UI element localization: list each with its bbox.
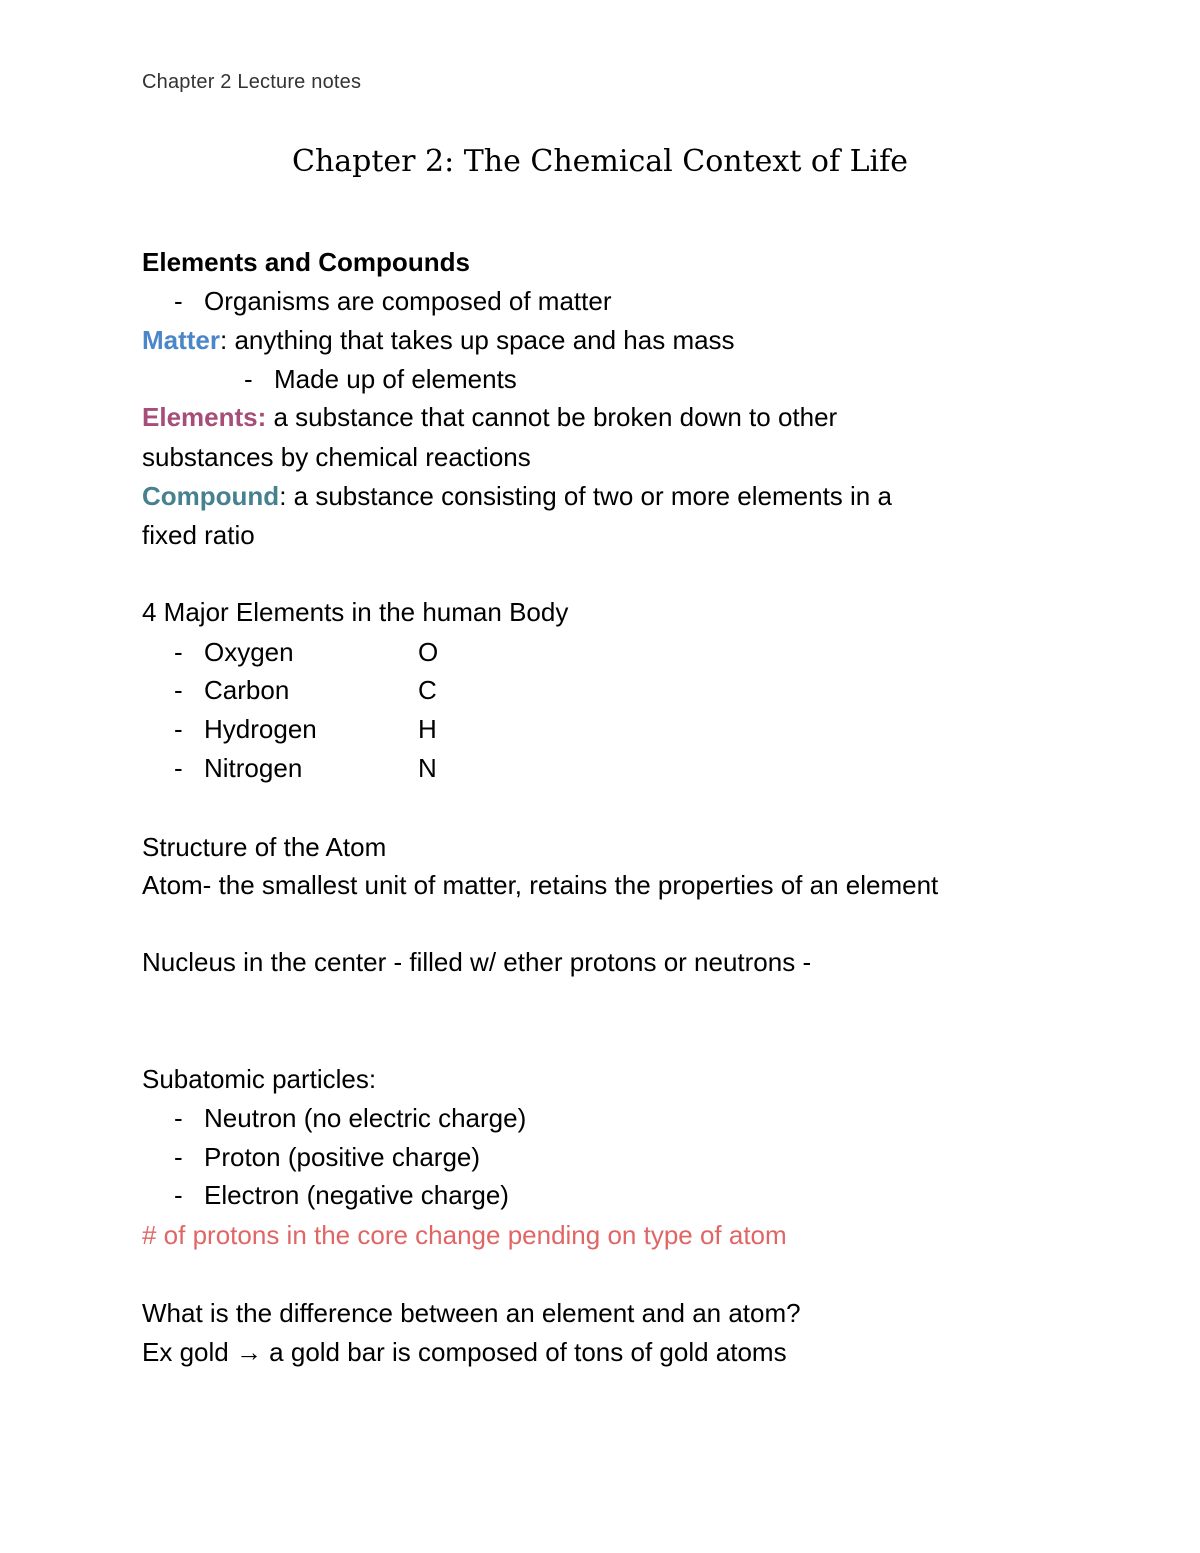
dash-marker: -	[174, 675, 183, 705]
dash-marker: -	[244, 364, 253, 394]
element-name: Carbon	[204, 675, 290, 705]
section-heading-atom-structure: Structure of the Atom	[142, 832, 387, 862]
section-heading-elements-compounds: Elements and Compounds	[142, 247, 470, 277]
element-symbol: O	[418, 637, 439, 667]
element-row	[174, 636, 438, 668]
element-name: Nitrogen	[204, 753, 303, 783]
atom-definition: Atom- the smallest unit of matter, retains the properties of an element	[142, 870, 939, 900]
particle-item	[174, 1141, 480, 1173]
definition-elements-line1	[142, 401, 837, 433]
dash-marker: -	[174, 714, 183, 744]
particle-text: Neutron (no electric charge)	[204, 1103, 527, 1133]
page-header: Chapter 2 Lecture notes	[142, 71, 362, 93]
bullet-text: Made up of elements	[274, 364, 517, 394]
definition-matter	[142, 324, 735, 356]
matter-definition: : anything that takes up space and has mass	[220, 325, 735, 355]
element-row	[174, 713, 437, 745]
definition-compound-line2: fixed ratio	[142, 520, 255, 550]
particle-item	[174, 1102, 526, 1134]
document-title: Chapter 2: The Chemical Context of Life	[291, 144, 909, 179]
element-row	[174, 674, 437, 706]
term-compound: Compound	[142, 481, 280, 511]
particle-text: Proton (positive charge)	[204, 1142, 481, 1172]
dash-marker: -	[174, 1142, 183, 1172]
term-elements: Elements:	[142, 402, 267, 432]
gold-example: Ex gold → a gold bar is composed of tons of gold atoms	[142, 1337, 787, 1367]
element-symbol: N	[418, 753, 437, 783]
definition-compound-line1	[142, 480, 892, 512]
element-name: Oxygen	[204, 637, 294, 667]
element-symbol: H	[418, 714, 437, 744]
bullet-organisms	[174, 285, 612, 317]
elements-definition: a substance that cannot be broken down to other	[266, 402, 838, 432]
section-heading-major-elements: 4 Major Elements in the human Body	[142, 597, 569, 627]
definition-elements-line2: substances by chemical reactions	[142, 442, 531, 472]
dash-marker: -	[174, 1180, 183, 1210]
dash-marker: -	[174, 1103, 183, 1133]
element-row	[174, 752, 437, 784]
dash-marker: -	[174, 637, 183, 667]
bullet-made-up-of-elements	[244, 363, 517, 395]
section-heading-subatomic: Subatomic particles:	[142, 1064, 377, 1094]
particle-item	[174, 1179, 509, 1211]
element-name: Hydrogen	[204, 714, 317, 744]
particle-text: Electron (negative charge)	[204, 1180, 509, 1210]
question-element-vs-atom: What is the difference between an element and an atom?	[142, 1298, 801, 1328]
protons-note: # of protons in the core change pending on type of atom	[142, 1220, 787, 1250]
nucleus-note: Nucleus in the center - filled w/ ether protons or neutrons -	[142, 947, 812, 977]
compound-definition: : a substance consisting of two or more elements in a	[279, 481, 892, 511]
term-matter: Matter	[142, 325, 221, 355]
dash-marker: -	[174, 286, 183, 316]
element-symbol: C	[418, 675, 437, 705]
bullet-text: Organisms are composed of matter	[204, 286, 612, 316]
dash-marker: -	[174, 753, 183, 783]
